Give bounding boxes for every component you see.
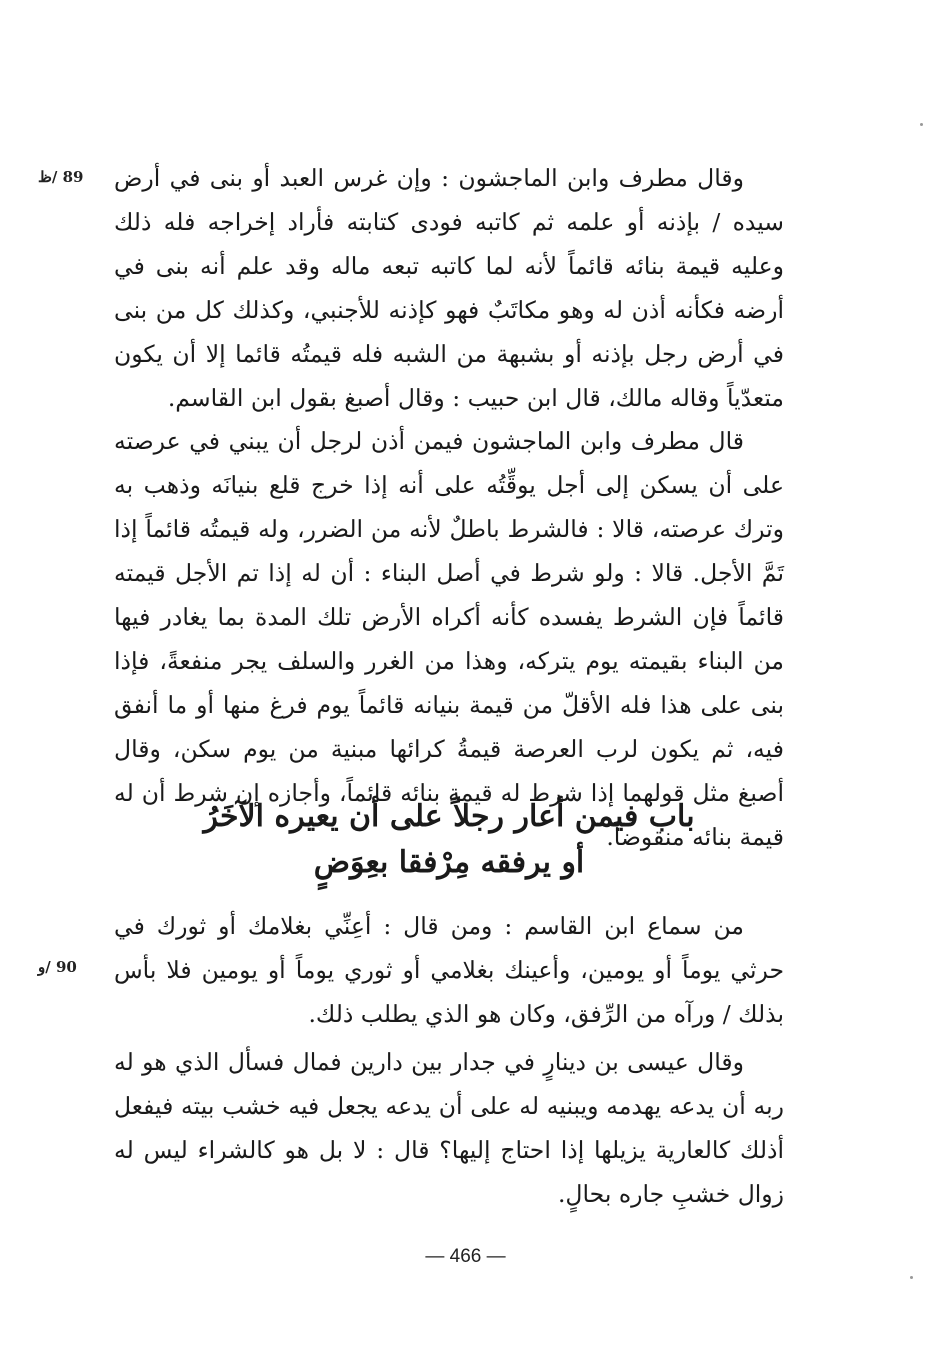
scan-speck	[920, 123, 923, 126]
paragraph	[114, 156, 784, 420]
paragraph-text: من سماع ابن القاسم : ومن قال : أعِنِّي بغلامك أو ثورك في حرثي يوماً أو يومين، وأعينك بغلامي أو ثوري يوماً أو يومين فلا بأس بذلك / ورآه من الرِّفق، وكان هو الذي يطلب ذلك.	[114, 912, 784, 1028]
paragraph	[114, 904, 784, 1036]
margin-folio-note: 90 /و	[38, 958, 77, 976]
scan-speck	[910, 1276, 913, 1279]
margin-folio-note: 89 /ظ	[38, 168, 84, 186]
paragraph	[114, 419, 784, 859]
paragraph-text: قال مطرف وابن الماجشون فيمن أذن لرجل أن يبني في عرصته على أن يسكن إلى أجل يوقِّتُه على أنه إذا خرج قلع بنيانَه وذهب به وترك عرصته، قالا : فالشرط باطلٌ لأنه من الضرر، وله قيمتُه قائماً إذا تَمَّ الأجل. قالا : ولو شرط في أصل البناء : أن له إذا تم الأجل قيمته قائماً فإن الشرط يفسده كأنه أكراه الأرض تلك المدة بما يغادر فيها من البناء بقيمته يوم يتركه، وهذا من الغرر والسلف يجر منفعةً، فإذا بنى على هذا فله الأقلّ من قيمة بنيانه قائماً يوم فرغ منها أو ما أنفق فيه، ثم يكون لرب العرصة قيمةُ كرائها مبنية من يوم سكن، وقال أصبغ مثل قولهما إذا شرط له قيمة بنائه قائماً، وأجازه إن شرط أن له قيمة بنائه منقوضاً.	[114, 427, 784, 851]
page-number: — 466 —	[425, 1246, 506, 1267]
section-heading-line-1: باب فيمن أعار رجلاً على أن يعيره الآخَرُ	[203, 799, 695, 834]
paragraph-text: وقال عيسى بن دينارٍ في جدار بين دارين فمال فسأل الذي هو له ربه أن يدعه يهدمه ويبنيه له على أن يدعه يجعل فيه خشب بيته فيفعل أذلك كالعارية يزيلها إذا احتاج إليها؟ قال : لا بل هو كالشراء ليس له زوال خشبِ جاره بحالٍ.	[114, 1048, 784, 1208]
paragraph	[114, 1040, 784, 1216]
section-heading-line-2: أو يرفقه مِرْفقا بعِوَضٍ	[313, 845, 585, 880]
paragraph-text: وقال مطرف وابن الماجشون : وإن غرس العبد أو بنى في أرض سيده / بإذنه أو علمه ثم كاتبه فودى كتابته فأراد إخراجه فله ذلك وعليه قيمة بنائه قائماً لأنه لما كاتبه تبعه ماله وقد علم أنه بنى في أرضه فكأنه أذن له وهو مكاتَبٌ فهو كإذنه للأجنبي، وكذلك كل من بنى في أرض رجل بإذنه أو بشبهة من الشبه فله قيمتُه قائما إلا أن يكون متعدّياً وقاله مالك، قال ابن حبيب : وقال أصبغ بقول ابن القاسم.	[114, 164, 784, 412]
